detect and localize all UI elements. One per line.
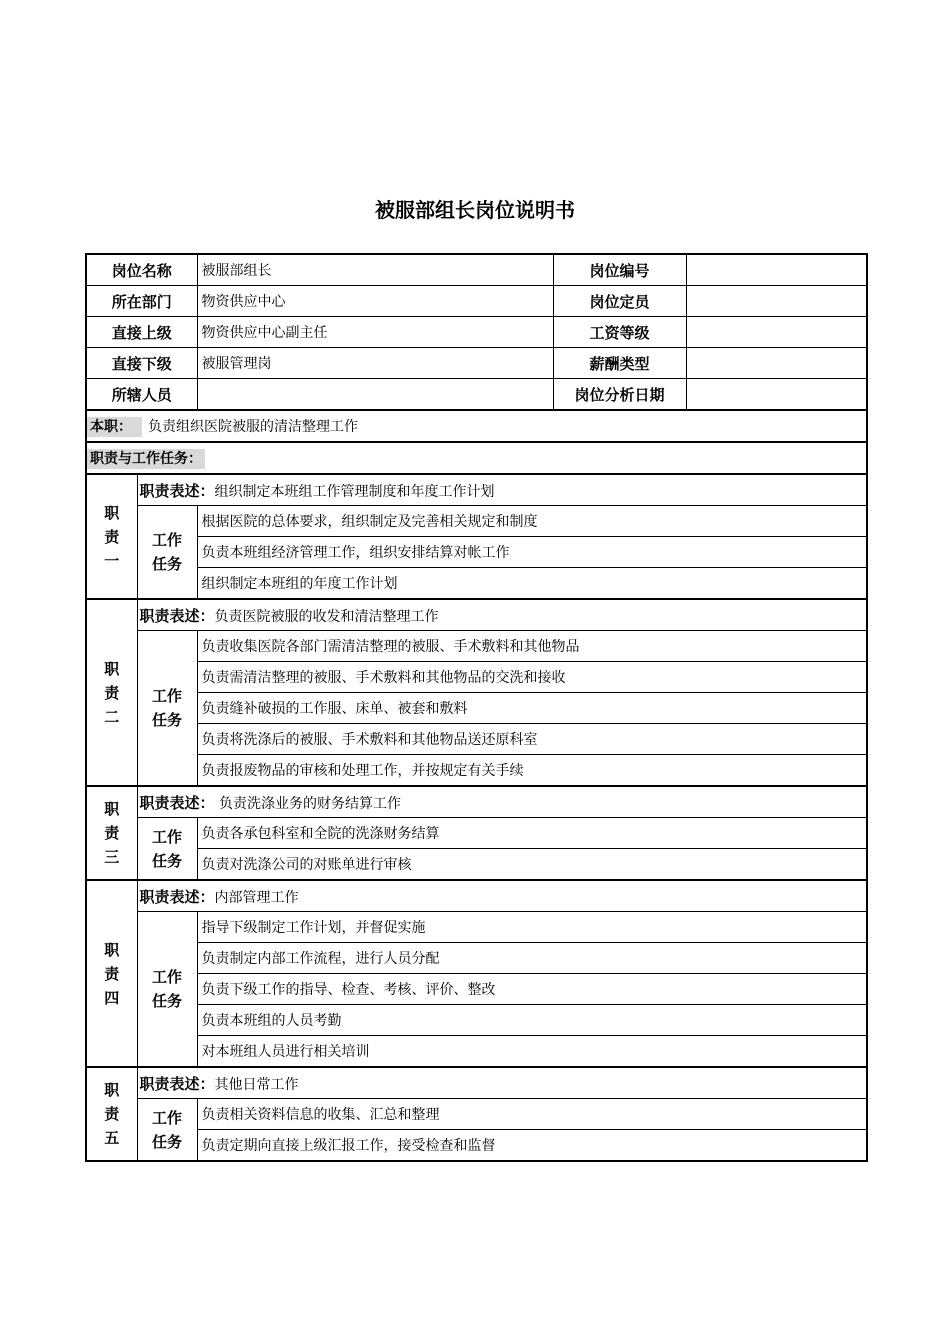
info-label: 岗位编号: [553, 254, 686, 286]
task-row: [86, 693, 867, 724]
info-label: 所辖人员: [86, 379, 197, 411]
task-text: 负责本班组的人员考勤: [197, 1005, 867, 1036]
duty-desc-label: 职责表述：: [139, 1074, 215, 1093]
duty-desc-label: 职责表述：: [139, 606, 215, 625]
task-row: [86, 1099, 867, 1130]
info-value: 物资供应中心: [197, 286, 553, 317]
task-row: [86, 1005, 867, 1036]
duty-desc-cell: [137, 880, 867, 912]
duty-desc-text: 其他日常工作: [214, 1076, 299, 1093]
task-label: 工作任务: [152, 1108, 183, 1151]
info-value: 被服管理岗: [197, 348, 553, 379]
task-label: 工作任务: [152, 687, 183, 729]
task-row: [86, 662, 867, 693]
duty-desc-text: 内部管理工作: [214, 889, 299, 906]
info-value: [197, 379, 553, 411]
benzhi-label: 本职：: [87, 417, 142, 437]
task-label: 工作任务: [152, 531, 183, 573]
duty-desc-row: [86, 1067, 867, 1099]
duties-header-cell: [86, 442, 867, 474]
duty-desc-label: 职责表述：: [139, 887, 215, 906]
info-label: 岗位分析日期: [553, 379, 686, 411]
task-text: 负责报废物品的审核和处理工作，并按规定有关手续: [197, 755, 867, 787]
info-row: [86, 317, 867, 348]
task-label: 工作任务: [152, 827, 183, 870]
info-label: 岗位名称: [86, 254, 197, 286]
benzhi-row: [86, 410, 867, 442]
page-title: 被服部组长岗位说明书: [375, 198, 575, 222]
info-label: 薪酬类型: [553, 348, 686, 379]
task-row: [86, 1036, 867, 1068]
task-label: 工作任务: [152, 968, 183, 1010]
duty-desc-row: [86, 880, 867, 912]
task-row: [86, 506, 867, 537]
info-row: [86, 379, 867, 411]
info-value: [686, 317, 867, 348]
task-text: 组织制定本班组的年度工作计划: [197, 568, 867, 600]
task-row: [86, 537, 867, 568]
task-text: 负责本班组经济管理工作，组织安排结算对帐工作: [197, 537, 867, 568]
duties-header-row: [86, 442, 867, 474]
info-label: 直接上级: [86, 317, 197, 348]
info-row: [86, 348, 867, 379]
duty-desc-cell: [137, 599, 867, 631]
duty-name: [86, 880, 137, 1067]
benzhi-cell: [86, 410, 867, 442]
info-value: 被服部组长: [197, 254, 553, 286]
duty-desc-cell: [137, 474, 867, 506]
task-row: [86, 1130, 867, 1162]
duty-name: [86, 786, 137, 880]
task-text: 负责下级工作的指导、检查、考核、评价、整改: [197, 974, 867, 1005]
duty-desc-label: 职责表述：: [139, 793, 215, 812]
task-text: 根据医院的总体要求，组织制定及完善相关规定和制度: [197, 506, 867, 537]
task-text: 负责对洗涤公司的对账单进行审核: [197, 849, 867, 881]
duty-desc-text: 负责洗涤业务的财务结算工作: [214, 795, 401, 812]
duty-desc-row: [86, 599, 867, 631]
task-row: [86, 631, 867, 662]
task-label-cell: [137, 506, 197, 600]
task-text: 负责缝补破损的工作服、床单、被套和敷料: [197, 693, 867, 724]
task-label-cell: [137, 818, 197, 881]
info-value: [686, 254, 867, 286]
task-row: [86, 568, 867, 600]
duty-desc-cell: [137, 786, 867, 818]
info-label: 所在部门: [86, 286, 197, 317]
task-text: 负责相关资料信息的收集、汇总和整理: [197, 1099, 867, 1130]
task-label-cell: [137, 1099, 197, 1162]
duty-desc-cell: [137, 1067, 867, 1099]
info-row: [86, 254, 867, 286]
duty-name-text: 职责五: [104, 1081, 120, 1147]
info-value: [686, 348, 867, 379]
info-row: [86, 286, 867, 317]
task-row: [86, 724, 867, 755]
task-text: 负责制定内部工作流程，进行人员分配: [197, 943, 867, 974]
task-text: 指导下级制定工作计划，并督促实施: [197, 912, 867, 943]
duty-desc-row: [86, 786, 867, 818]
duty-name: [86, 474, 137, 599]
task-text: 负责将洗涤后的被服、手术敷料和其他物品送还原科室: [197, 724, 867, 755]
duty-name: [86, 599, 137, 786]
duty-desc-text: 组织制定本班组工作管理制度和年度工作计划: [214, 483, 495, 500]
info-label: 岗位定员: [553, 286, 686, 317]
info-value: 物资供应中心副主任: [197, 317, 553, 348]
duties-header: 职责与工作任务：: [87, 449, 205, 469]
task-row: [86, 912, 867, 943]
duty-desc-row: [86, 474, 867, 506]
task-label-cell: [137, 912, 197, 1068]
task-label-cell: [137, 631, 197, 787]
task-text: 负责收集医院各部门需清洁整理的被服、手术敷料和其他物品: [197, 631, 867, 662]
task-text: 对本班组人员进行相关培训: [197, 1036, 867, 1068]
info-label: 直接下级: [86, 348, 197, 379]
duty-desc-text: 负责医院被服的收发和清洁整理工作: [214, 608, 439, 625]
job-description-table: [85, 253, 868, 1162]
info-value: [686, 379, 867, 411]
duty-name-text: 职责四: [104, 940, 120, 1007]
duty-name-text: 职责一: [104, 503, 120, 570]
task-text: 负责定期向直接上级汇报工作，接受检查和监督: [197, 1130, 867, 1162]
task-text: 负责需清洁整理的被服、手术敷料和其他物品的交洗和接收: [197, 662, 867, 693]
duty-name: [86, 1067, 137, 1161]
task-row: [86, 755, 867, 787]
duty-name-text: 职责二: [104, 659, 120, 726]
task-row: [86, 818, 867, 849]
duty-desc-label: 职责表述：: [139, 481, 215, 500]
duty-name-text: 职责三: [104, 800, 120, 866]
task-row: [86, 849, 867, 881]
info-label: 工资等级: [553, 317, 686, 348]
task-row: [86, 974, 867, 1005]
task-text: 负责各承包科室和全院的洗涤财务结算: [197, 818, 867, 849]
info-value: [686, 286, 867, 317]
benzhi-text: 负责组织医院被服的清洁整理工作: [148, 419, 358, 435]
task-row: [86, 943, 867, 974]
